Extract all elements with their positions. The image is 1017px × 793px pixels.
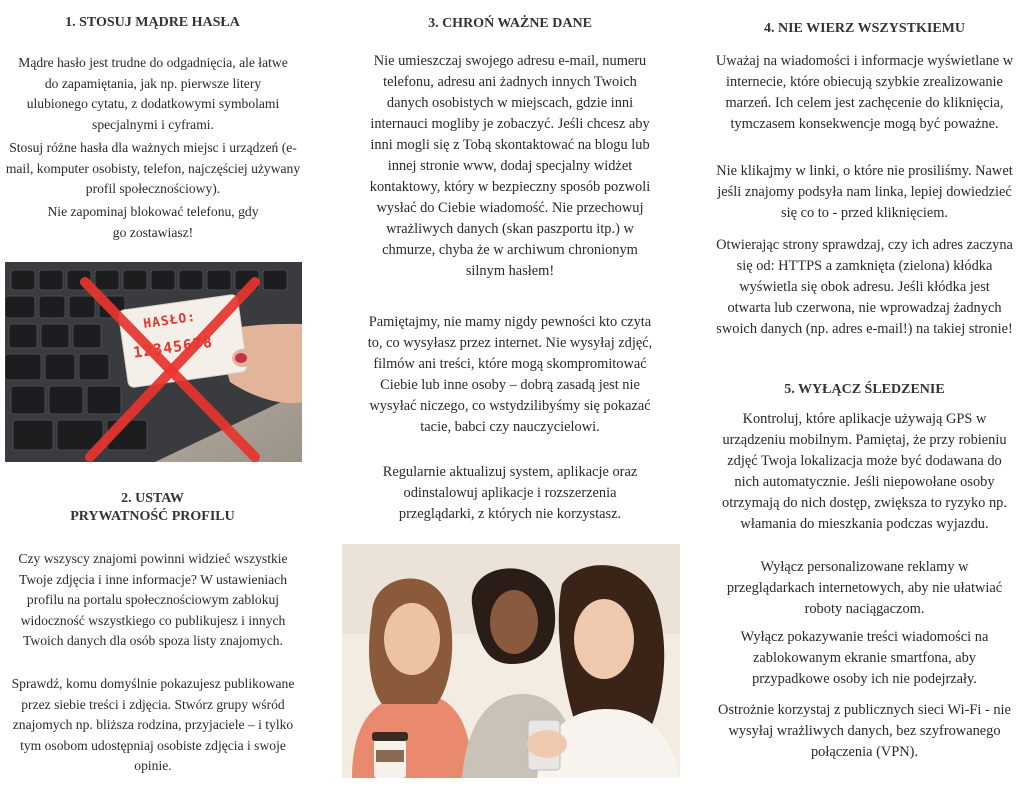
- section-1-title: 1. STOSUJ MĄDRE HASŁA: [65, 15, 240, 30]
- section-3-paragraph-1: Nie umieszczaj swojego adresu e-mail, numeru telefonu, adresu ani żadnych innych Twoich danych osobistych w miejscach, gdzie inni internauci mogliby je zobaczyć. Jeśli chcesz aby inni mogli się z Tobą skontaktować na blogu lub innej stronie www, dodaj specjalny widżet kontaktowy, który w bezpieczny sposób pozwoli wysłać do Ciebie wiadomość. Nie przechowuj wrażliwych danych (skan paszportu itp.) w chmurze, chyba że w archiwum chronionym silnym hasłem!: [369, 53, 651, 279]
- section-1-paragraph-3: Nie zapominaj blokować telefonu, gdy go zostawiasz!: [47, 204, 259, 240]
- section-2-title-line-2: PRYWATNOŚĆ PROFILU: [70, 509, 235, 524]
- section-5-paragraph-1: Kontroluj, które aplikacje używają GPS w urządzeniu mobilnym. Pamiętaj, że przy robieniu zdjęć Twoja lokalizacja może być dodawana do nich automatycznie. Jeśli niepowołane osoby otrzymają do nich dostęp, zwiększa to ryzyko np. włamania do mieszkania podczas wyjazdu.: [722, 411, 1007, 532]
- section-3-title: 3. CHROŃ WAŻNE DANE: [428, 16, 592, 31]
- section-2-title-line-1: 2. USTAW: [121, 491, 184, 506]
- section-4-paragraph-1: Uważaj na wiadomości i informacje wyświetlane w internecie, które obiecują szybkie zrealizowanie marzeń. Ich celem jest zachęcenie do kliknięcia, tymczasem konsekwencje mogą być poważne.: [715, 53, 1014, 132]
- section-1-paragraph-1: Mądre hasło jest trudne do odgadnięcia, ale łatwe do zapamiętania, jak np. pierwsze litery ulubionego cytatu, z dodatkowymi symbolami specjalnymi i cyframi.: [18, 55, 288, 132]
- section-1-paragraph-2: Stosuj różne hasła dla ważnych miejsc i urządzeń (e-mail, komputer osobisty, telefon, najczęściej używany profil społecznościowy).: [5, 140, 301, 197]
- section-4-title: 4. NIE WIERZ WSZYSTKIEMU: [764, 21, 965, 36]
- keyboard-illustration: [5, 262, 302, 462]
- girls-with-phone-photo: [342, 544, 680, 778]
- section-2-paragraph-1: Czy wszyscy znajomi powinni widzieć wszystkie Twoje zdjęcia i inne informacje? W ustawieniach profilu na portalu społecznościowym zablokuj widoczność wszystkiego co publikujesz i innych Twoich danych dla osób spoza listy znajomych.: [18, 551, 288, 649]
- section-2-paragraph-2: Sprawdź, komu domyślnie pokazujesz publikowane przez siebie treści i zdjęcia. Stwórz grupy wśród znajomych np. bliższa rodzina, przyjaciele – i tylko tym osobom udostępniaj osobiste zdjęcia i swoje opinie.: [11, 676, 295, 774]
- section-3-paragraph-2: Pamiętajmy, nie mamy nigdy pewności kto czyta to, co wysyłasz przez internet. Nie wysyłaj zdjęć, filmów ani treści, które mogą skompromitować Ciebie lub inne osoby – dobrą zasadą jest nie wysyłać niczego, co wstydzilibyśmy się pokazać tacie, babci czy nauczycielowi.: [367, 314, 653, 435]
- section-5-paragraph-3: Wyłącz pokazywanie treści wiadomości na zablokowanym ekranie smartfona, aby przypadkowe osoby ich nie podejrzały.: [740, 629, 989, 687]
- section-5-paragraph-2: Wyłącz personalizowane reklamy w przeglądarkach internetowych, aby nie ułatwiać roboty naciągaczom.: [726, 559, 1003, 617]
- section-3-paragraph-3: Regularnie aktualizuj system, aplikacje oraz odinstalowuj aplikacje i rozszerzenia przeglądarki, z których nie korzystasz.: [382, 464, 638, 522]
- girls-illustration: [342, 544, 680, 778]
- password-keyboard-photo: [5, 262, 302, 462]
- password-card-value: 12345678: [132, 332, 215, 362]
- section-5-paragraph-4: Ostrożnie korzystaj z publicznych sieci Wi-Fi - nie wysyłaj wrażliwych danych, bez szyfrowanego połączenia (VPN).: [718, 702, 1011, 760]
- password-card-label: HASŁO:: [142, 309, 198, 333]
- section-4-paragraph-3: Otwierając strony sprawdzaj, czy ich adres zaczyna się od: HTTPS a zamknięta (zielona) kłódka wyświetla się obok adresu. Jeśli kłódka jest otwarta lub czerwona, nie wprowadzaj żadnych swoich danych (np. adres e-mail!) na takiej stronie!: [716, 237, 1013, 337]
- section-4-paragraph-2: Nie klikajmy w linki, o które nie prosiliśmy. Nawet jeśli znajomy podsyła nam linka, lepiej dowiedzieć się co to - przed kliknięciem.: [716, 163, 1013, 221]
- section-5-title: 5. WYŁĄCZ ŚLEDZENIE: [784, 382, 945, 397]
